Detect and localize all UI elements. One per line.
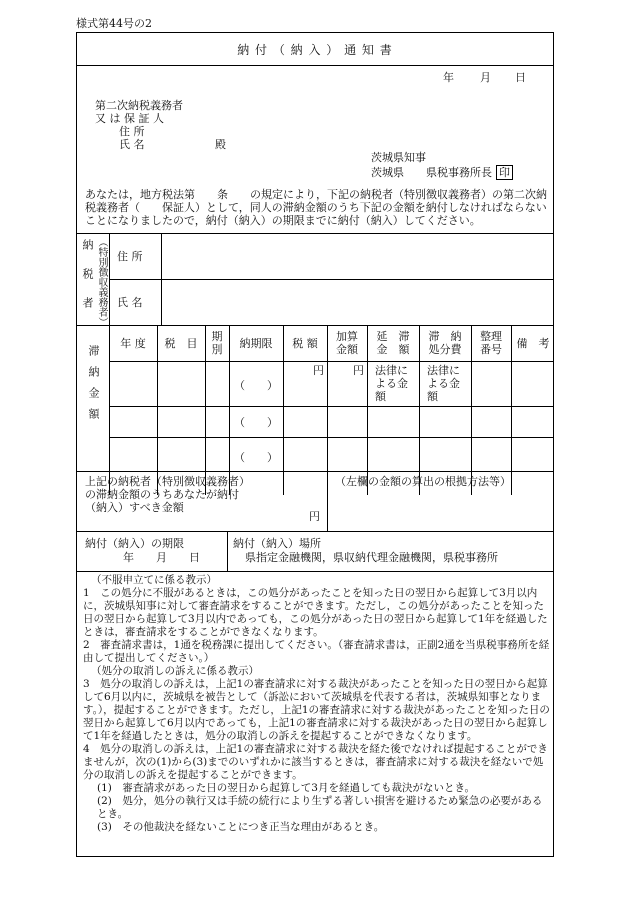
header-additional: 加算金額	[336, 330, 358, 356]
amount-basis-label: （左欄の金額の算出の根拠方法等）	[335, 475, 511, 488]
notice-heading-lawsuit: （処分の取消しの訴えに係る教示）	[91, 665, 259, 677]
taxpayer-name-label: 氏 名	[117, 296, 143, 309]
sender-line2	[371, 165, 513, 180]
notice-item-2: 2 審査請求書は，1通を税務課に提出してください。（審査請求書は，正副2通を当県税事務所を経由して提出してください。）	[83, 639, 550, 664]
arrears-table-top	[77, 325, 553, 326]
date-month: 月	[480, 71, 491, 84]
header-tax-amount: 税 額	[292, 337, 318, 350]
header-tax-item: 税 目	[164, 337, 198, 350]
unit-yen-tax: 円	[313, 364, 324, 377]
due-date-paren: （ ）	[234, 451, 278, 464]
intro-text: あなたは，地方税法第 条 の規定により，下記の納税者（特別徴収義務者）の第二次納税義務者（ 保証人）として，同人の滞納金額のうち下記の金額を納付しなければならないことになりましたので，納付（納入）の期限までに納付（納入）してください。	[85, 188, 547, 227]
seal-mark: 印	[496, 165, 513, 180]
divider	[77, 571, 553, 572]
notice-form	[76, 32, 554, 857]
notice-subitem-3: (3) その他裁決を経ないことにつき正当な理由があるとき。	[97, 821, 385, 833]
taxpayer-address-label: 住 所	[117, 250, 143, 263]
divider	[77, 65, 553, 66]
unit-yen-additional: 円	[353, 364, 364, 377]
header-delinquency: 延 滞金 額	[376, 330, 410, 356]
divider	[77, 471, 553, 472]
notice-item-1: 1 この処分に不服があるときは，この処分があったことを知った日の翌日から起算して3月以内に，茨城県知事に対して審査請求をすることができます。ただし，この処分があったことを知った日の翌日から起算して3月以内であっても，この処分があった日の翌日から起算して1年を経過したときは，審査請求をすることができなくなります。	[83, 587, 548, 638]
addressee-name: 氏 名	[119, 138, 145, 151]
sender-line1: 茨城県知事	[371, 151, 426, 164]
taxpayer-sublabel: （特別徴収義務者）	[96, 237, 107, 327]
addressee-line2: 又 は 保 証 人	[95, 112, 164, 125]
header-remarks: 備 考	[516, 337, 550, 350]
header-year: 年 度	[120, 337, 146, 350]
deadline-date: 年 月 日	[123, 551, 200, 564]
divider	[77, 233, 553, 234]
place-value: 県指定金融機関，県収納代理金融機関，県税事務所	[245, 551, 498, 564]
header-disposition-cost: 滞 納処分費	[428, 330, 462, 356]
date-day: 日	[515, 71, 526, 84]
notice-subitem-2: (2) 処分，処分の執行又は手続の続行により生ずる著しい損害を避けるため緊急の必要があるとき。	[97, 795, 543, 820]
sender-office: 茨城県 県税事務所長	[371, 166, 492, 179]
amount-due-label: 上記の納税者（特別徴収義務者）の滞納金額のうちあなたが納付（納入）すべき金額	[85, 475, 245, 514]
amount-due-unit: 円	[309, 510, 320, 523]
addressee-address: 住 所	[119, 125, 145, 138]
header-ref-number: 整理番号	[480, 330, 502, 356]
notice-item-4: 4 処分の取消しの訴えは，上記1の審査請求に対する裁決を経た後でなければ提起することができませんが，次の(1)から(3)までのいずれかに該当するときは，審査請求に対する裁決を経ないで処分の取消しの訴えを提起することができます。	[83, 743, 548, 781]
place-label: 納付（納入）場所	[233, 537, 321, 550]
due-date-paren: （ ）	[234, 416, 278, 429]
divider	[77, 531, 553, 532]
form-number: 様式第44号の2	[76, 17, 152, 30]
notice-heading-appeal: （不服申立てに係る教示）	[91, 574, 217, 586]
notice-subitem-1: (1) 審査請求があった日の翌日から起算して3月を経過しても裁決がないとき。	[97, 782, 476, 794]
date-year: 年	[443, 71, 454, 84]
law-amount-disposition: 法律による金額	[427, 364, 460, 403]
notice-section	[83, 574, 551, 834]
due-date-paren: （ ）	[234, 379, 278, 392]
header-due-date: 納期限	[239, 337, 273, 350]
addressee-honorific: 殿	[215, 138, 226, 151]
law-amount-delinquency: 法律による金額	[375, 364, 408, 403]
header-period: 期別	[211, 330, 223, 356]
notice-item-3: 3 処分の取消しの訴えは，上記1の審査請求に対する裁決があったことを知った日の翌日から起算して6月以内に，茨城県を被告として（訴訟において茨城県を代表する者は，茨城県知事となります。），提起することができます。ただし，上記1の審査請求に対する裁決があったことを知った日の翌日から起算して6月以内であっても，上記1の審査請求に対する裁決があった日の翌日から起算して1年を経過したときは，処分の取消しの訴えを提起することができなくなります。	[83, 678, 550, 742]
deadline-label: 納付（納入）の期限	[85, 537, 184, 550]
arrears-label: 滞納金額	[87, 345, 100, 429]
form-title: 納 付 （ 納 入 ） 通 知 書	[237, 43, 393, 57]
taxpayer-label: 納税者	[81, 239, 94, 326]
addressee-line1: 第二次納税義務者	[95, 99, 183, 112]
